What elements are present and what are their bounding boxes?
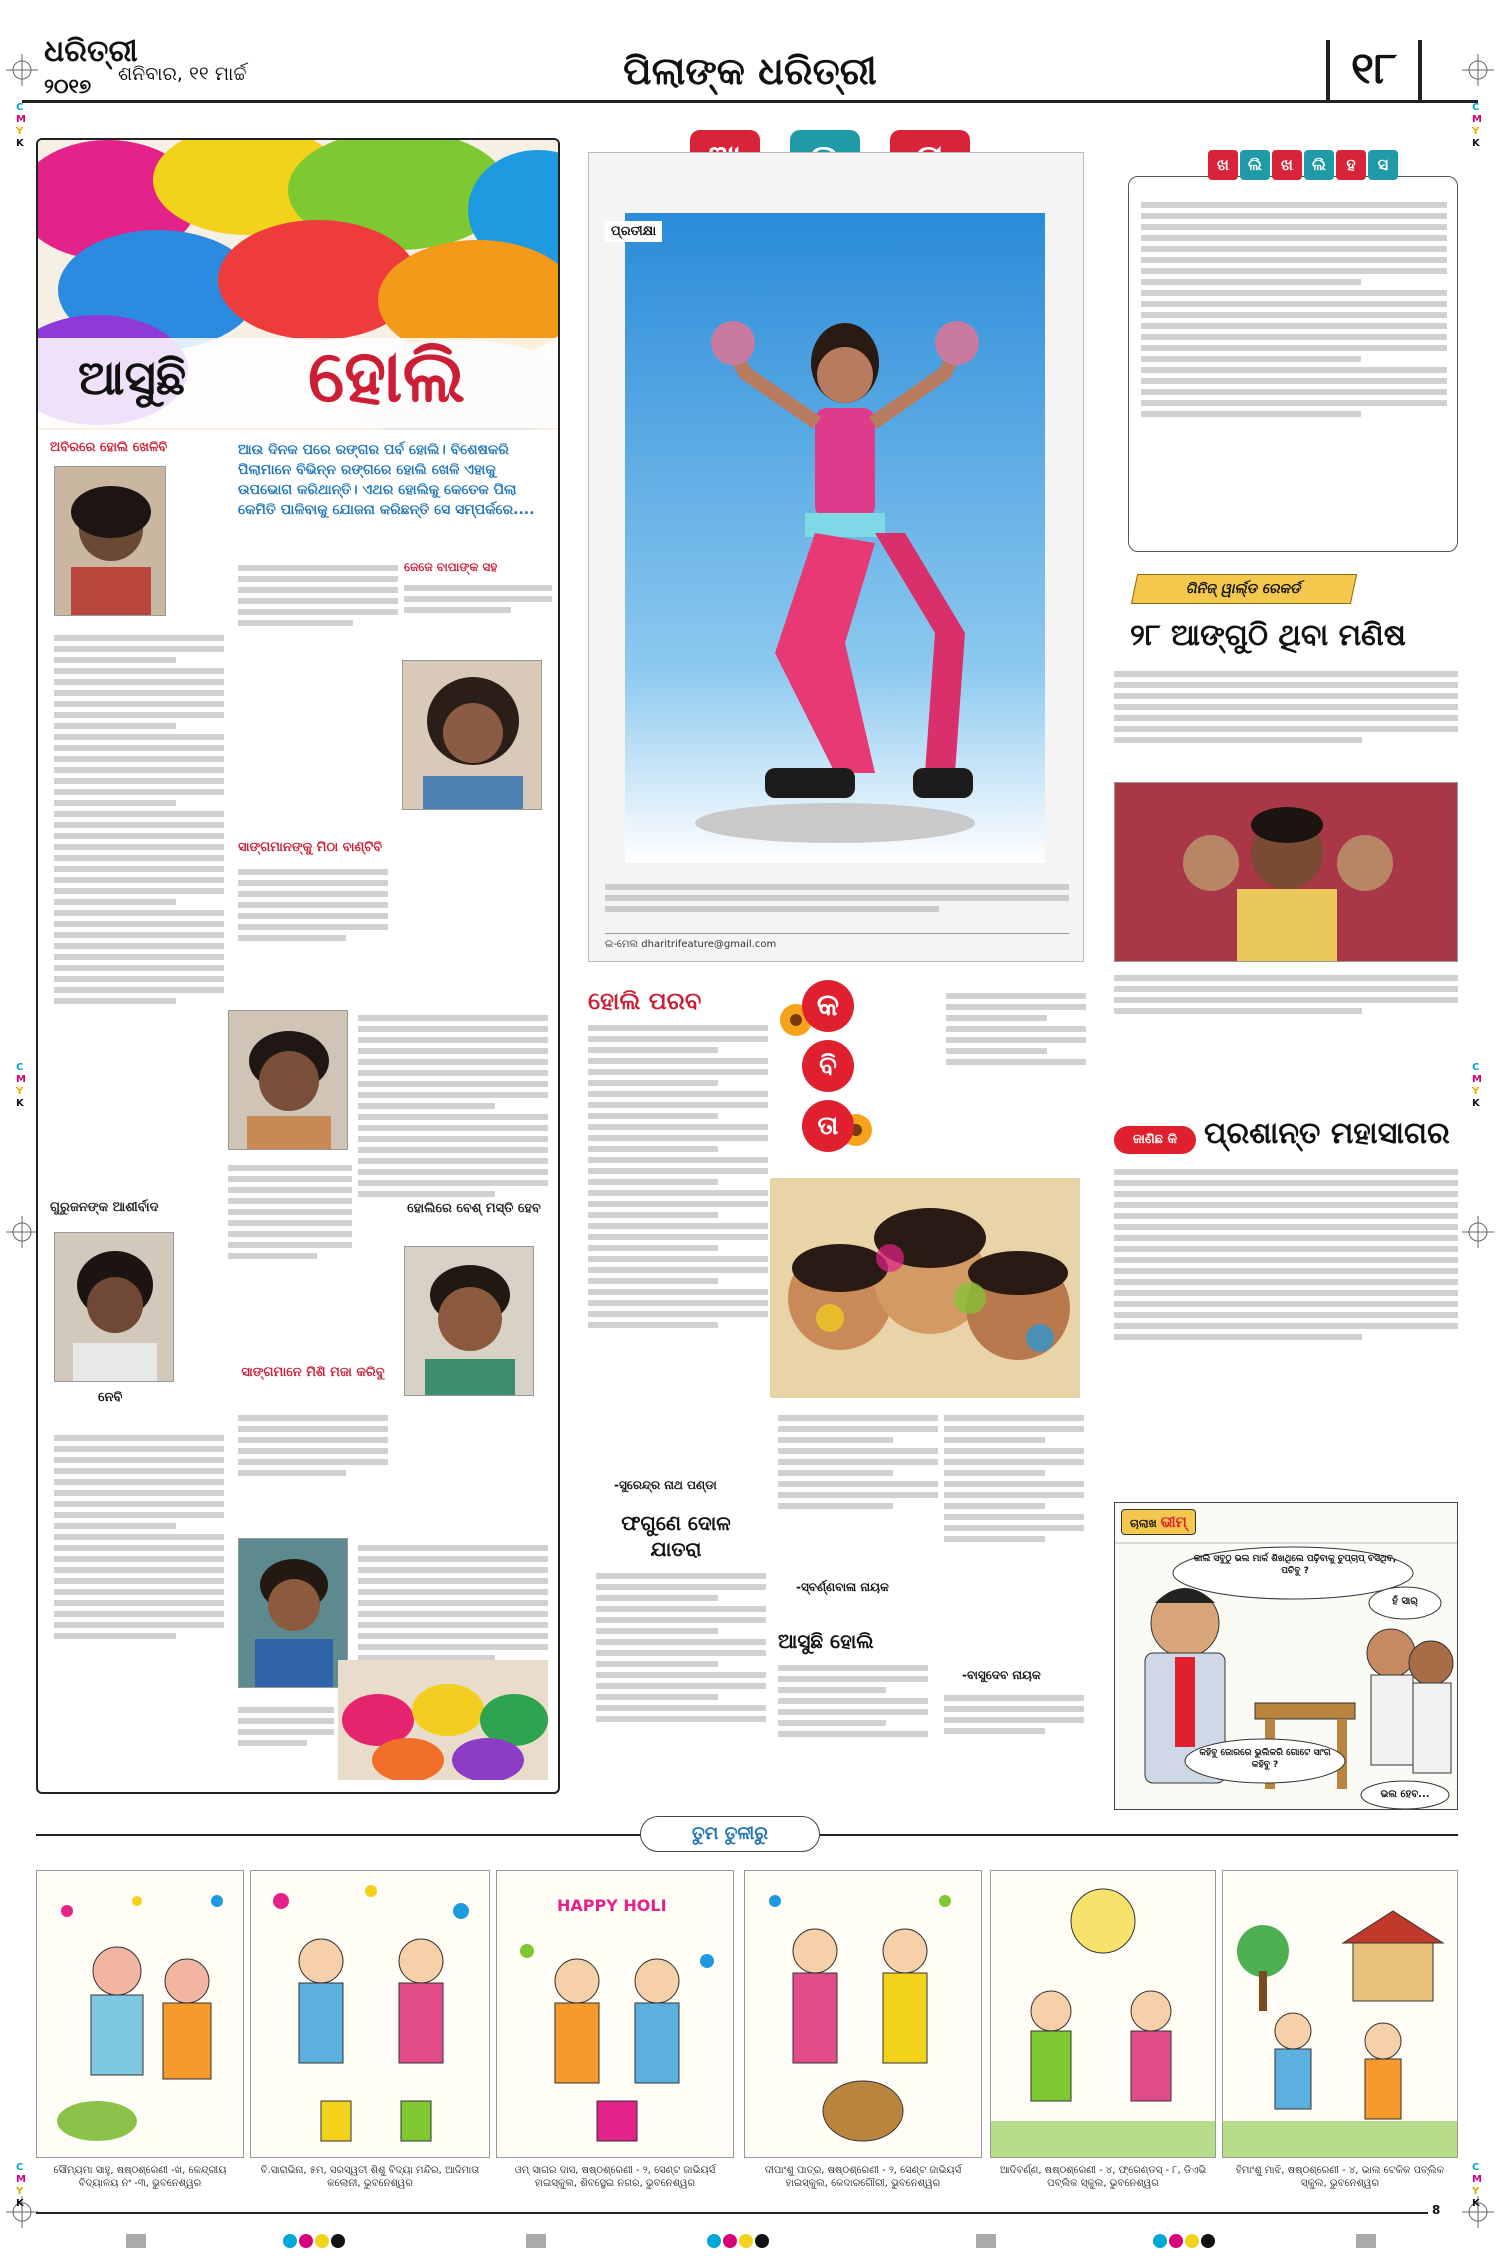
cartoon-bubble-4: ଭଲ ହେବ... <box>1380 1789 1430 1800</box>
drawing-3 <box>496 1870 734 2158</box>
cartoon-bubble-1: କାଲି ସବୁଠୁ ଭଲ ମାର୍କ ଶିଖଥିଲେ ପଢ଼ିବାକୁ ଚୁପ୍‌ଚାପ୍‌ ବସିଥିବ, ପଚିବୁ ? <box>1193 1554 1397 1576</box>
poem-1-text <box>588 1020 768 1490</box>
pacific-title: ପ୍ରଶାନ୍ତ ମହାସାଗର <box>1204 1116 1450 1151</box>
svg-text:K: K <box>1472 2198 1480 2209</box>
drawing-4-art <box>745 1871 981 2157</box>
guinness-text <box>1114 666 1458 776</box>
pacific-badge: ଜାଣିଛ କି <box>1114 1126 1196 1154</box>
footer-rule <box>36 2212 1428 2214</box>
aaina-email-line: ଇ-ମେଲ dharitrifeature@gmail.com <box>605 933 1069 952</box>
aaina-instructions <box>605 879 1069 923</box>
drawing-5-caption: ଆଦିବର୍ଣ୍ଣ, ଷଷ୍ଠଶ୍ରେଣୀ - ୪, ଫ୍ରେଣ୍ଡସ୍ - ୮, ଡିଏଭି ପବ୍ଲିକ ସ୍କୁଲ, ଭୁବନେଶ୍ୱର <box>999 2165 1207 2189</box>
guinness-text-b <box>1114 970 1458 1040</box>
svg-text:K: K <box>16 1098 24 1109</box>
page-number: ୧୮ <box>1351 43 1397 94</box>
poem-1-author: -ସୁରେନ୍ଦ୍ର ନାଥ ପଣ୍ଡା <box>614 1478 717 1492</box>
poem-2-author: -ସ୍ବର୍ଣ୍ଣବାଳା ନାୟକ <box>796 1580 889 1594</box>
guinness-badge: ଗିନିଜ୍ ୱାର୍ଲ୍ଡ ରେକର୍ଡ <box>1131 574 1357 604</box>
drawing-1 <box>36 1870 244 2158</box>
child-photo-1 <box>54 466 166 616</box>
column-text-3 <box>238 864 388 994</box>
cartoon-badge-label: ଚାଲାଖ <box>1130 1517 1157 1530</box>
svg-text:M: M <box>1472 2174 1482 2185</box>
drawing-2 <box>250 1870 490 2158</box>
svg-text:C: C <box>1472 2162 1480 2173</box>
subhead-besh: ହୋଲିରେ ବେଶ୍ ମସ୍ତି ହେବ <box>407 1201 541 1216</box>
color-bowls-image <box>338 1660 548 1780</box>
child-photo-5 <box>404 1246 534 1396</box>
svg-text:Y: Y <box>16 1086 24 1097</box>
section-title: ପିଲାଙ୍କ ଧରିତ୍ରୀ <box>623 48 877 93</box>
guinness-title: ୨୮ ଆଙ୍ଗୁଠି ଥିବା ମଣିଷ <box>1130 618 1406 653</box>
column-text-1 <box>54 630 224 1190</box>
svg-text:HAPPY HOLI: HAPPY HOLI <box>557 1896 667 1915</box>
poem-3-author: -ବାସୁଦେବ ନାୟକ <box>962 1668 1041 1682</box>
kabita-letter-2: ବି <box>802 1040 854 1092</box>
subhead-nebi: ନେବି <box>98 1390 123 1405</box>
masthead <box>0 0 1500 100</box>
column-text-9 <box>238 1702 334 1782</box>
child-photo-4 <box>54 1232 174 1382</box>
kabita-letter-1: କ <box>802 980 854 1032</box>
color-bar <box>0 2228 1500 2258</box>
svg-text:C: C <box>16 1062 24 1073</box>
aaina-photo <box>625 213 1045 863</box>
svg-text:M: M <box>16 1074 26 1085</box>
svg-text:Y: Y <box>16 126 24 137</box>
cartoon-title: ଭୀମ୍ <box>1160 1513 1187 1531</box>
headline-main: ହୋଲି <box>308 334 466 418</box>
jokes-header-5: ହ <box>1336 150 1366 180</box>
subhead-abira: ଅବିରରେ ହୋଲି ଖେଳିବି <box>50 440 168 455</box>
kabita-section-header: ହୋଲି ପରବ <box>588 987 702 1015</box>
svg-text:Y: Y <box>1472 1086 1480 1097</box>
brand-year: ୨୦୧୭ <box>44 74 92 98</box>
svg-text:Y: Y <box>1472 2186 1480 2197</box>
poem-3-text-c <box>944 1690 1084 1790</box>
subhead-mithabanti: ସାଙ୍ଗମାନଙ୍କୁ ମିଠା ବାଣ୍ଟିବି <box>238 840 383 855</box>
svg-text:M: M <box>16 2174 26 2185</box>
jokes-header-6: ସ <box>1368 150 1398 180</box>
poem-right-text <box>946 988 1086 1118</box>
poem-2-text-b <box>778 1410 938 1570</box>
subhead-sanga: ସାଙ୍ଗମାନେ ମିଶି ମଜା କରିବୁ <box>241 1365 385 1380</box>
svg-text:M: M <box>1472 114 1482 125</box>
jokes-text <box>1141 197 1447 543</box>
issue-date: ଶନିବାର, ୧୧ ମାର୍ଚ୍ଚ <box>118 63 247 85</box>
cartoon-box <box>1114 1502 1458 1810</box>
jokes-header-2: ଲି <box>1240 150 1270 180</box>
column-text-2b <box>404 580 552 630</box>
pacific-text <box>1114 1164 1458 1424</box>
column-text-2 <box>238 560 398 680</box>
intro-text: ଆଉ ଦିନକ ପରେ ରଙ୍ଗର ପର୍ବ ହୋଲି। ବିଶେଷକରି ପିଲାମାନେ ବିଭିନ୍ନ ରଙ୍ଗରେ ହୋଲି ଖେଳି ଏହାକୁ ଉପଭୋଗ କରିଥାନ୍ତି। ଏଥର ହୋଲିକୁ କେତେକ ପିଲା କେମିତି ପାଳିବାକୁ ଯୋଜନା କରିଛନ୍ତି ସେ ସମ୍ପର୍କରେ.... <box>238 442 535 518</box>
drawing-2-caption: ବି.ସାରାଭିନା, ୫ମ, ସରସ୍ୱତୀ ଶିଶୁ ବିଦ୍ୟା ମନ୍ଦିର, ଆଦିମାତା କଲୋନୀ, ଭୁବନେଶ୍ୱର <box>260 2165 480 2189</box>
drawing-5 <box>990 1870 1216 2158</box>
guinness-photo <box>1114 782 1458 962</box>
drawing-6-caption: ହିମାଂଶୁ ମାଝି, ଷଷ୍ଠଶ୍ରେଣୀ - ୪, ଭାଲ ଟେକିକ ପବ୍ଲିକ ସ୍କୁଲ, ଭୁବନେଶ୍ୱର <box>1236 2165 1444 2189</box>
jokes-box <box>1128 176 1458 552</box>
svg-text:Y: Y <box>16 2186 24 2197</box>
drawings-title: ତୁମ ତୁଳୀରୁ <box>640 1816 820 1852</box>
subhead-baba: ଜେଜେ ବାପାଙ୍କ ସହ <box>404 560 498 574</box>
column-text-5 <box>228 1160 352 1340</box>
cartoon-bubble-2: ହଁ ସାର୍‌ <box>1392 1596 1418 1607</box>
column-text-7 <box>54 1430 224 1780</box>
drawing-1-art <box>37 1871 243 2157</box>
svg-text:Y: Y <box>1472 126 1480 137</box>
kabita-title <box>776 980 876 1180</box>
poem-3-title: ଆସୁଛି ହୋଲି <box>778 1629 874 1653</box>
kabita-letter-3: ତା <box>802 1100 854 1152</box>
svg-text:K: K <box>1472 1098 1480 1109</box>
aaina-photo-label: ପ୍ରତୀକ୍ଷା <box>605 221 662 242</box>
svg-text:M: M <box>1472 1074 1482 1085</box>
svg-text:K: K <box>16 138 24 149</box>
poem-3-text <box>778 1660 928 1780</box>
jokes-header-1: ଖ <box>1208 150 1238 180</box>
poem-2-title: ଫଗୁଣେ ଦୋଳ ଯାତରା <box>621 1511 731 1561</box>
jokes-header-3: ଖ <box>1272 150 1302 180</box>
headline-prefix: ଆସୁଛି <box>78 350 187 406</box>
drawing-4 <box>744 1870 982 2158</box>
child-photo-6 <box>238 1538 348 1688</box>
child-photo-3 <box>228 1010 348 1150</box>
aaina-box <box>588 152 1084 962</box>
drawing-1-caption: ସୌମ୍ୟମା ସାହୁ, ଷଷ୍ଠଶ୍ରେଣୀ -ଖ, କେନ୍ଦ୍ରୀୟ ବିଦ୍ୟାଳୟ ନଂ -୩, ଭୁବନେଶ୍ୱର <box>53 2165 227 2189</box>
svg-text:C: C <box>1472 1062 1480 1073</box>
brand-logo: ଧରିତ୍ରୀ <box>44 34 138 69</box>
kids-holi-photo <box>770 1178 1080 1398</box>
footer-page-marker: 8 <box>1432 2203 1441 2217</box>
child-photo-2 <box>402 660 542 810</box>
jokes-header <box>1208 150 1404 184</box>
svg-text:K: K <box>16 2198 24 2209</box>
svg-text:M: M <box>16 114 26 125</box>
cartoon-bubble-3: କହିବୁ ଜୋରରେ ଭୁଲିକରି ଗୋଟେ ସାଂଗ କହିବୁ ? <box>1199 1748 1331 1770</box>
drawing-2-art <box>251 1871 489 2157</box>
drawing-6-art <box>1223 1871 1457 2157</box>
drawing-6 <box>1222 1870 1458 2158</box>
svg-text:C: C <box>16 2162 24 2173</box>
poem-2-text <box>596 1568 766 1788</box>
jokes-header-4: ଲି <box>1304 150 1334 180</box>
drawing-3-art <box>497 1871 733 2157</box>
cartoon-badge <box>1121 1509 1196 1535</box>
drawing-5-art <box>991 1871 1215 2157</box>
drawing-3-caption: ଓମ୍ ସାଗର ଦାସ, ଷଷ୍ଠଶ୍ରେଣୀ - ୨, ସେଣ୍ଟ ଜାଭିୟର୍ସ ହାଇସ୍କୁଲ, ଶିବସ୍ଥେଇ ନଗର, ଭୁବନେଶ୍ୱର <box>514 2165 716 2189</box>
masthead-rule <box>22 100 1478 103</box>
poem-3-text-b <box>944 1410 1084 1650</box>
holi-feature-box <box>36 138 560 1794</box>
svg-text:K: K <box>1472 138 1480 149</box>
drawing-4-caption: ଦୀପାଂଶୁ ପାତ୍ର, ଷଷ୍ଠଶ୍ରେଣୀ - ୨, ସେଣ୍ଟ ଜାଭିୟର୍ସ ହାଇସ୍କୁଲ, କେଦାରଗୌରୀ, ଭୁବନେଶ୍ୱର <box>764 2165 962 2189</box>
subhead-guru: ଗୁରୁଜନଙ୍କ ଆଶୀର୍ବାଦ <box>50 1200 159 1215</box>
svg-text:C: C <box>16 102 24 113</box>
svg-text:C: C <box>1472 102 1480 113</box>
column-text-6 <box>238 1410 388 1530</box>
